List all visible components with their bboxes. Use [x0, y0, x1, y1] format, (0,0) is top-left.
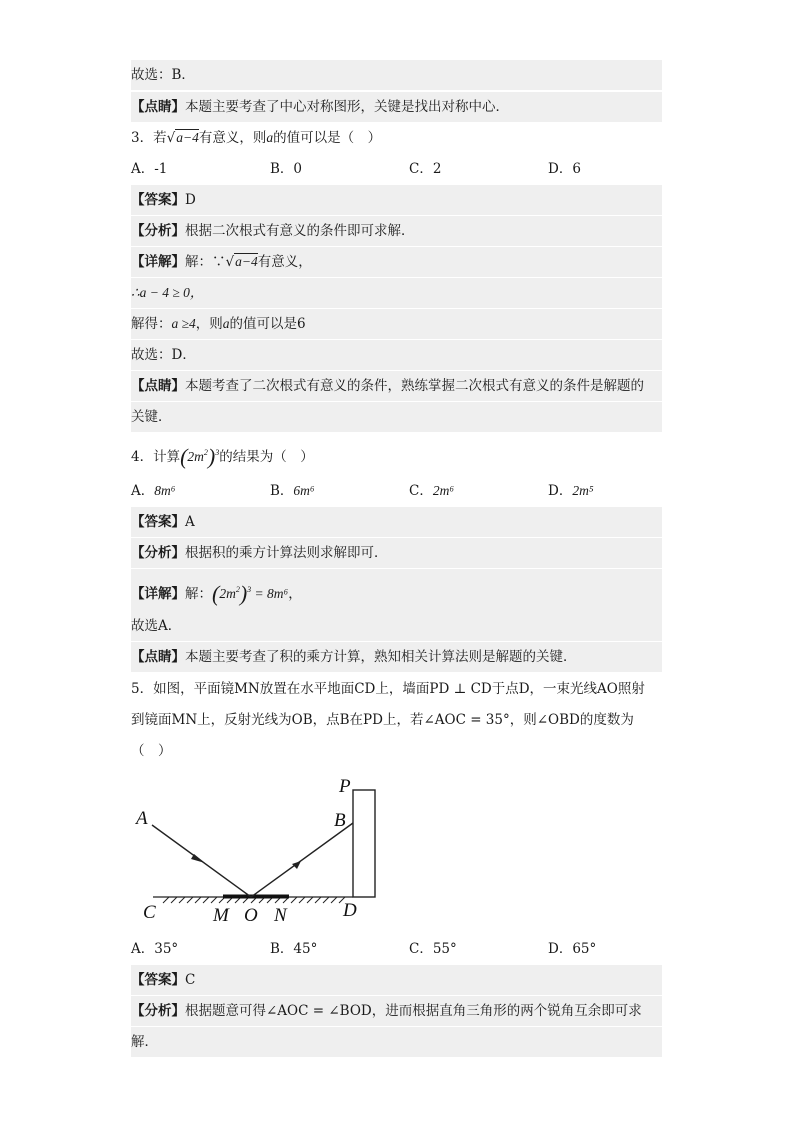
- q5-option-a: A．35°: [131, 941, 179, 957]
- answer-tag: 【答案】: [131, 192, 185, 208]
- label-c: C: [143, 902, 156, 923]
- q3-comment-1: 【点睛】本题考查了二次根式有意义的条件，熟练掌握二次根式有意义的条件是解题的: [131, 371, 662, 401]
- label-b: B: [334, 810, 346, 831]
- q4-number: 4．计算: [131, 449, 181, 465]
- sqrt-symbol: √: [225, 254, 235, 270]
- q5-figure: [131, 770, 391, 930]
- mirror-diagram: [131, 770, 391, 930]
- q3-stem: [131, 123, 662, 153]
- q3-answer: [131, 185, 662, 215]
- detail-tag: 【详解】: [131, 254, 185, 270]
- q3-comment-2: 关键．: [131, 402, 662, 432]
- q4-option-b: B．6m⁶: [270, 483, 315, 499]
- comment-text: 本题主要考查了中心对称图形，关键是找出对称中心．: [185, 99, 509, 115]
- q5-stem-3: （ ）: [131, 743, 172, 759]
- q3-detail: 【详解】解：∵√a−4有意义，: [131, 247, 662, 277]
- answer-value: A: [185, 514, 195, 530]
- q4-analysis: 【分析】根据积的乘方计算法则求解即可．: [131, 538, 662, 568]
- sqrt-symbol: √: [166, 130, 176, 146]
- q4-expression: $(2m^2)^3$: [180, 444, 220, 469]
- analysis-tag: 【分析】: [131, 223, 185, 239]
- q3-number: 3．若: [131, 130, 167, 146]
- answer-value: C: [185, 972, 196, 988]
- q5-answer: [131, 965, 662, 995]
- q3-stem-end: 的值可以是（ ）: [273, 130, 382, 146]
- arrow-ob: [292, 861, 301, 869]
- q4-options: [131, 476, 662, 506]
- comment-tag: 【点睛】: [131, 378, 185, 394]
- label-n: N: [274, 905, 287, 926]
- q5-option-c: C．55°: [409, 941, 457, 957]
- q3-radicand: a−4: [176, 130, 199, 145]
- q3-option-b: B．0: [270, 161, 303, 177]
- label-m: M: [213, 905, 229, 926]
- analysis-tag: 【分析】: [131, 1003, 185, 1019]
- q3-step2: 解得：a ≥4，则a的值可以是6: [131, 309, 662, 339]
- q3-analysis: [131, 216, 662, 246]
- q4-detail: 【详解】解：$(2m^2)^3 = 8m^6$，: [131, 569, 662, 611]
- q3-options: [131, 154, 662, 184]
- q3-option-c: C．2: [409, 161, 442, 177]
- q5-analysis-2: 解．: [131, 1027, 662, 1057]
- q3-option-d: D．6: [548, 161, 581, 177]
- q4-choice: 故选A．: [131, 611, 662, 641]
- answer-tag: 【答案】: [131, 514, 185, 530]
- analysis-text: 根据二次根式有意义的条件即可求解．: [185, 223, 415, 239]
- label-a: A: [136, 808, 148, 829]
- answer-tag: 【答案】: [131, 972, 185, 988]
- q4-option-d: D．2m⁵: [548, 483, 594, 499]
- q4-answer: [131, 507, 662, 537]
- mirror-mn: [223, 895, 289, 899]
- q5-stem-1: 5．如图，平面镜MN放置在水平地面CD上，墙面PD ⊥ CD于点D，一束光线AO照射: [131, 681, 645, 697]
- q4-comment: 【点睛】本题主要考查了积的乘方计算，熟知相关计算法则是解题的关键．: [131, 642, 662, 672]
- wall-pd: [353, 790, 375, 897]
- q3-stem-mid: 有意义，则: [198, 130, 267, 146]
- q4-option-c: C．2m⁶: [409, 483, 455, 499]
- q3-step1: ∴a − 4 ≥ 0，: [131, 278, 662, 308]
- q2-comment: [131, 92, 662, 122]
- label-d: D: [343, 900, 357, 921]
- q5-option-d: D．65°: [548, 941, 597, 957]
- q4-stem-end: 的结果为（ ）: [219, 449, 314, 465]
- label-o: O: [244, 905, 258, 926]
- ray-ob: [251, 823, 353, 897]
- q5-stem-2: 到镜面MN上，反射光线为OB，点B在PD上，若∠AOC = 35°，则∠OBD的度数为: [131, 712, 634, 728]
- analysis-tag: 【分析】: [131, 545, 185, 561]
- comment-tag: 【点睛】: [131, 99, 185, 115]
- q5-option-b: B．45°: [270, 941, 318, 957]
- detail-tag: 【详解】: [131, 586, 185, 602]
- q3-option-a: A．-1: [131, 161, 168, 177]
- q3-choice: 故选：D．: [131, 340, 662, 370]
- q5-options: [131, 934, 662, 964]
- comment-tag: 【点睛】: [131, 649, 185, 665]
- answer-value: D: [185, 192, 196, 208]
- q2-choice: 故选：B．: [131, 60, 662, 90]
- q4-option-a: A．8m⁶: [131, 483, 176, 499]
- q3-var: a: [266, 130, 274, 145]
- q4-stem: [131, 438, 662, 468]
- label-p: P: [339, 776, 351, 797]
- q5-analysis-1: 【分析】根据题意可得∠AOC = ∠BOD，进而根据直角三角形的两个锐角互余即可求: [131, 996, 662, 1026]
